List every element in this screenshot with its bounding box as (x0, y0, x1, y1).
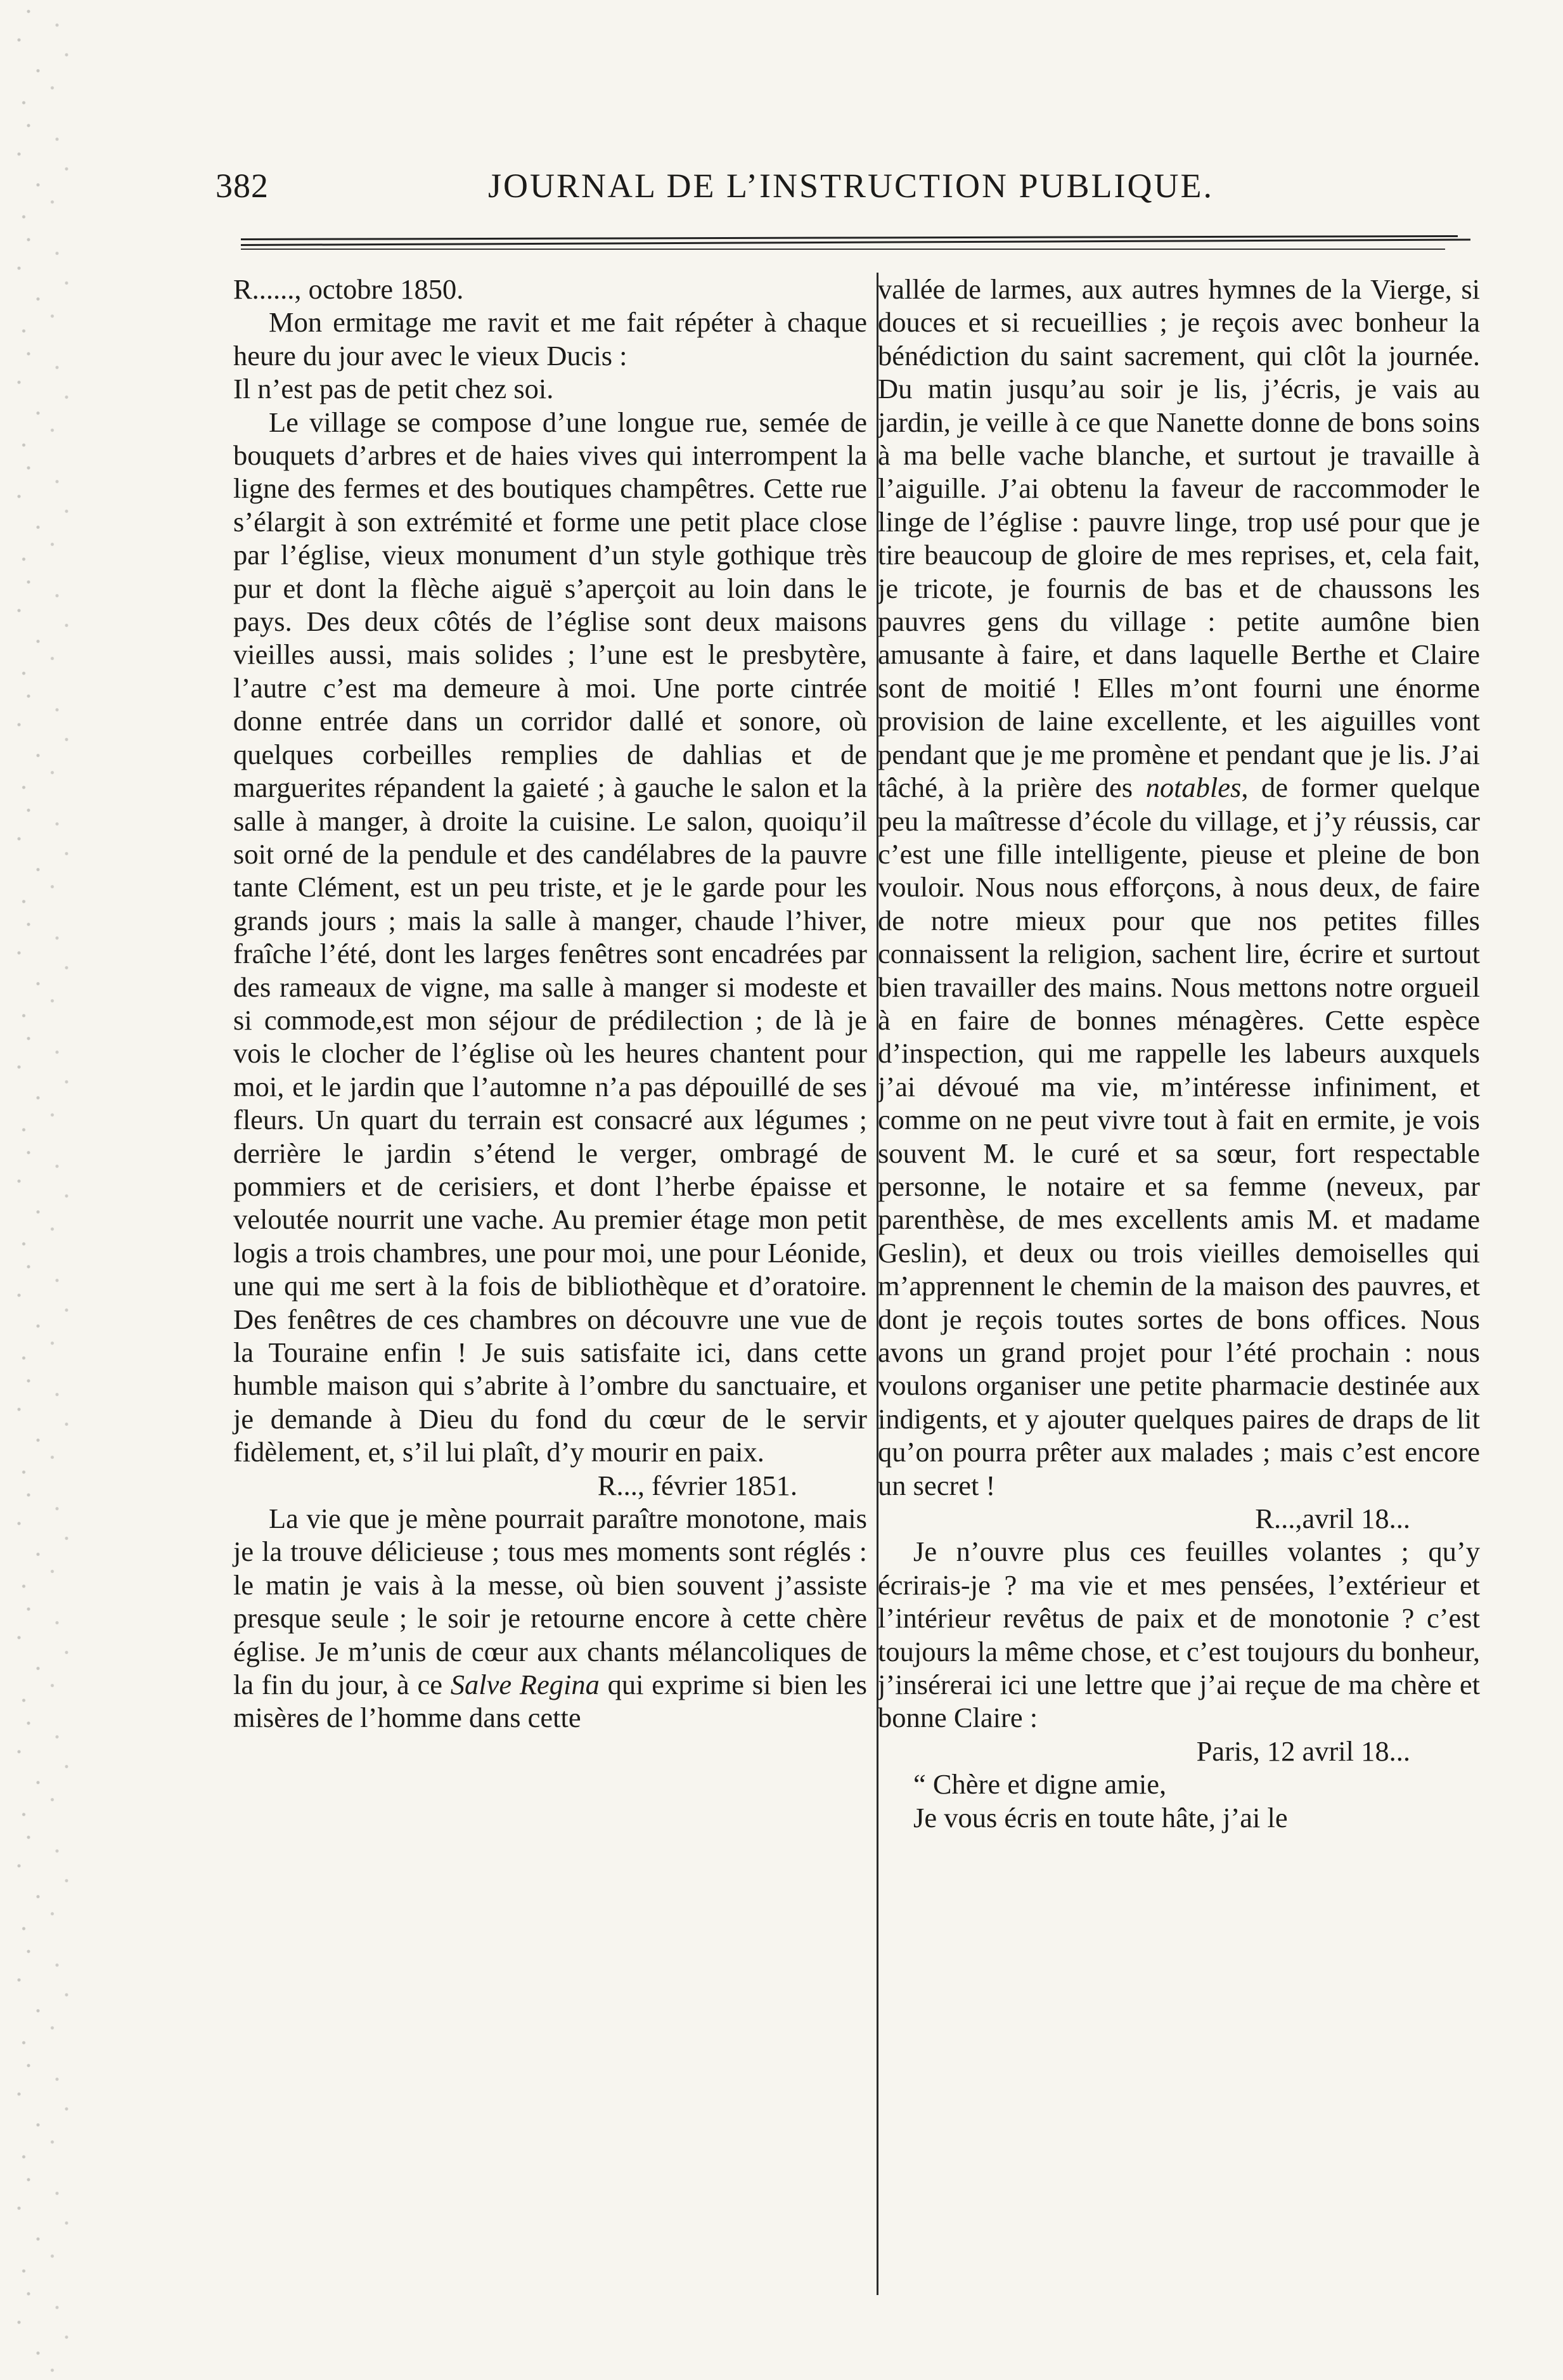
paragraph (878, 273, 1480, 1502)
right-column (878, 273, 1480, 1834)
paragraph (233, 1502, 867, 1735)
italic-text: Salve Regina (450, 1669, 600, 1701)
paragraph: Le village se compose d’une longue rue, semée de bouquets d’arbres et de haies vives qui interrompent la ligne des fermes et des boutiques champêtres. Cette rue s’élargit à son extrémité et forme une petit place close par l’église, vieux monument d’un style gothique très pur et dont la flèche aiguë s’aperçoit au loin dans le pays. Des deux côtés de l’église sont deux maisons vieilles aussi, mais solides ; l’une est le presbytère, l’autre c’est ma demeure à moi. Une porte cintrée donne entrée dans un corridor dallé et sonore, où quelques corbeilles remplies de dahlias et de marguerites répandent la gaieté ; à gauche le salon et la salle à manger, à droite la cuisine. Le salon, quoiqu’il soit orné de la pendule et des candélabres de la pauvre tante Clément, est un peu triste, et je le garde pour les grands jours ; mais la salle à manger, chaude l’hiver, fraîche l’été, dont les larges fenêtres sont encadrées par des rameaux de vigne, ma salle à manger si modeste et si commode,est mon séjour de prédilection ; de là je vois le clocher de l’église où les heures chantent pour moi, et le jardin que l’automne n’a pas dépouillé de ses fleurs. Un quart du terrain est consacré aux légumes ; derrière le jardin s’étend le verger, ombragé de pommiers et de cerisiers, et dont l’herbe épaisse et veloutée nourrit une vache. Au premier étage mon petit logis a trois chambres, une pour moi, une pour Léonide, une qui me sert à la fois de bibliothèque et d’oratoire. Des fenêtres de ces chambres on découvre une vue de la Touraine enfin ! Je suis satisfaite ici, dans cette humble maison qui s’abrite à l’ombre du sanctuaire, et je demande à Dieu du fond du cœur de le servir fidèlement, et, s’il lui plaît, d’y mourir en paix. (233, 406, 867, 1468)
paragraph-text: qui exprime si bien les misères de l’homme dans cette (233, 1669, 868, 1734)
paragraph-text: vallée de larmes, aux autres hymnes de la Vierge, si douces et si recueillies ; je reçois avec bonheur la bénédiction du saint sacrement, qui clôt la journée. Du matin jusqu’au soir je lis, j’écris, je vais au jardin, je veille à ce que Nanette donne de bons soins à ma belle vache blanche, et surtout je travaille à l’aiguille. J’ai obtenu la faveur de raccommoder le linge de l’église : pauvre linge, trop usé pour que je tire beaucoup de gloire de mes reprises, et, cela fait, je tricote, je fournis de bas et de chaussons les pauvres gens du village : petite aumône bien amusante à faire, et dans laquelle Berthe et Claire sont de moitié ! Elles m’ont fourni une énorme provision de laine excellente, et les aiguilles vont pendant que je me promène et pendant que je lis. J’ai tâché, à la prière des (878, 273, 1480, 804)
header-rule-line (241, 249, 1445, 250)
dateline: Paris, 12 avril 18... (1196, 1735, 1410, 1767)
left-column (233, 273, 867, 1735)
dateline: R..., février 1851. (597, 1469, 797, 1501)
dateline: R...,avril 18... (1255, 1503, 1410, 1535)
header-rule-line (241, 239, 1470, 246)
dateline: R......, octobre 1850. (233, 273, 464, 305)
page-number: 382 (215, 167, 269, 205)
paragraph: Mon ermitage me ravit et me fait répéter à chaque heure du jour avec le vieux Ducis : (233, 306, 867, 372)
paragraph-text: La vie que je mène pourrait paraître monotone, mais je la trouve délicieuse ; tous mes moments sont réglés : le matin je vais à la messe, où bien souvent j’assiste presque seule ; le soir je retourne encore à cette chère église. Je m’unis de cœur aux chants mélancoliques de la fin du jour, à ce (233, 1503, 867, 1701)
page-header (215, 166, 1458, 217)
italic-text: notables (1145, 772, 1242, 804)
paragraph: Je n’ouvre plus ces feuilles volantes ; qu’y écrirais-je ? ma vie et mes pensées, l’extérieur et l’intérieur revêtus de paix et de monotonie ? c’est toujours la même chose, et c’est toujours du bonheur, j’insérerai ici une lettre que j’ai reçue de ma chère et bonne Claire : (878, 1536, 1480, 1734)
paragraph-text: , de former quelque peu la maîtresse d’école du village, et j’y réussis, car c’est une fille intelligente, pieuse et pleine de bon vouloir. Nous nous efforçons, à nous deux, de faire de notre mieux pour que nos petites filles connaissent la religion, sachent lire, écrire et surtout bien travailler des mains. Nous mettons notre orgueil à en faire de bonnes ménagères. Cette espèce d’inspection, qui me rappelle les labeurs auxquels j’ai dévoué ma vie, m’intéresse infiniment, et comme on ne peut vivre tout à fait en ermite, je vois souvent M. le curé et sa sœur, fort respectable personne, le notaire et sa femme (neveux, par parenthèse, de mes excellents amis M. et madame Geslin), et deux ou trois vieilles demoiselles qui m’apprennent le chemin de la maison des pauvres, et dont je reçois toutes sortes de bons offices. Nous avons un grand projet pour l’été prochain : nous voulons organiser une petite pharmacie destinée aux indigents, et y ajouter quelques paires de draps de lit qu’on pourra prêter aux malades ; mais c’est encore un secret ! (878, 772, 1480, 1501)
scan-edge-marks (0, 0, 95, 2380)
running-title: JOURNAL DE L’INSTRUCTION PUBLIQUE. (488, 167, 1214, 205)
salutation: “ Chère et digne amie, (913, 1768, 1167, 1801)
paragraph: Je vous écris en toute hâte, j’ai le (913, 1801, 1288, 1834)
header-rule (241, 238, 1489, 251)
quotation: Il n’est pas de petit chez soi. (233, 373, 554, 405)
